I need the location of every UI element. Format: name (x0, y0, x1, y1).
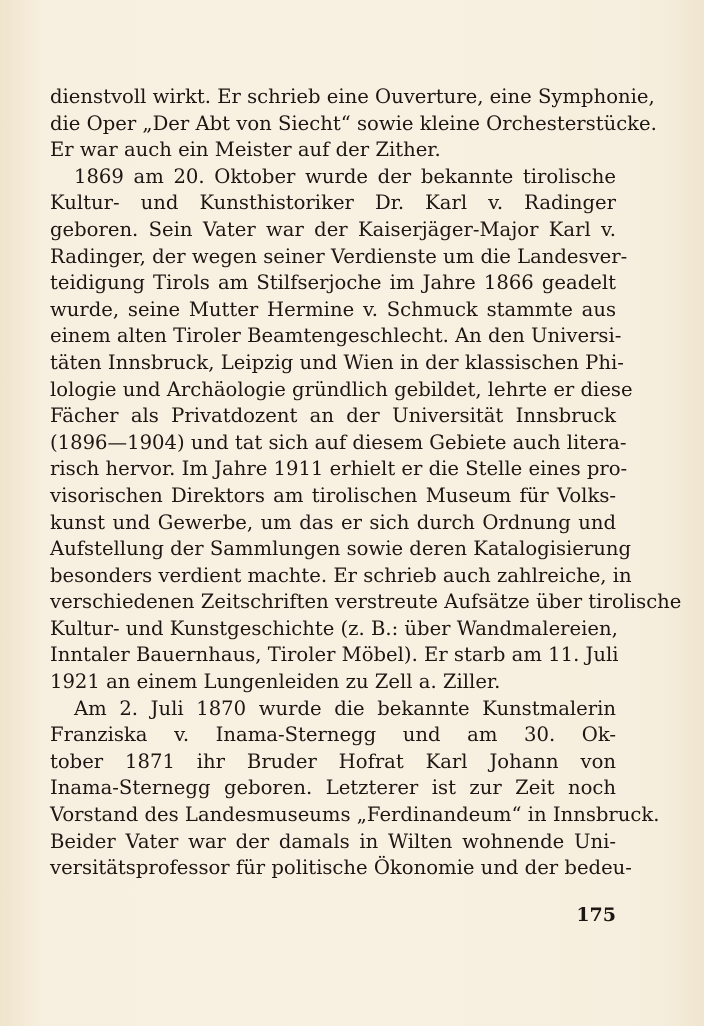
page-number: 175 (576, 904, 616, 926)
text-line: tober 1871 ihr Bruder Hofrat Karl Johann von (50, 749, 616, 773)
text-line: risch hervor. Im Jahre 1911 erhielt er die Stelle eines pro- (50, 457, 628, 481)
body-text (50, 84, 682, 882)
text-line: (1896—1904) und tat sich auf diesem Gebiete auch litera- (50, 430, 627, 454)
text-line: verschiedenen Zeitschriften verstreute Aufsätze über tirolische (50, 590, 682, 614)
text-line: Inntaler Bauernhaus, Tiroler Möbel). Er starb am 11. Juli (50, 643, 619, 667)
text-line: wurde, seine Mutter Hermine v. Schmuck stammte aus (50, 297, 616, 321)
text-line: besonders verdient machte. Er schrieb auch zahlreiche, in (50, 563, 632, 587)
text-line: visorischen Direktors am tirolischen Museum für Volks- (50, 483, 616, 507)
text-line: täten Innsbruck, Leipzig und Wien in der klassischen Phi- (50, 350, 624, 374)
text-line: Aufstellung der Sammlungen sowie deren Katalogisierung (50, 537, 632, 561)
text-line: Franziska v. Inama-Sternegg und am 30. Ok- (50, 723, 616, 747)
text-line: 1869 am 20. Oktober wurde der bekannte tirolische (74, 164, 616, 188)
text-line: lologie und Archäologie gründlich gebildet, lehrte er diese (50, 377, 633, 401)
text-line: Kultur- und Kunstgeschichte (z. B.: über Wandmalereien, (50, 616, 618, 640)
text-line: dienstvoll wirkt. Er schrieb eine Ouverture, eine Symphonie, (50, 85, 655, 108)
text-line: versitätsprofessor für politische Ökonomie und der bedeu- (50, 856, 632, 880)
text-line: Kultur- und Kunsthistoriker Dr. Karl v. Radinger (50, 191, 616, 215)
text-line: Am 2. Juli 1870 wurde die bekannte Kunstmalerin (74, 696, 616, 720)
text-line: Beider Vater war der damals in Wilten wohnende Uni- (50, 829, 616, 853)
text-line: Inama-Sternegg geboren. Letzterer ist zur Zeit noch (50, 776, 616, 800)
text-line: kunst und Gewerbe, um das er sich durch Ordnung und (50, 510, 616, 534)
text-line: teidigung Tirols am Stilfserjoche im Jahre 1866 geadelt (50, 271, 616, 295)
text-line: Radinger, der wegen seiner Verdienste um die Landesver- (50, 244, 628, 268)
text-line: Fächer als Privatdozent an der Universität Innsbruck (50, 404, 616, 428)
text-line: Vorstand des Landesmuseums „Ferdinandeum“ in Innsbruck. (50, 803, 660, 827)
text-line: die Oper „Der Abt von Siecht“ sowie kleine Orchesterstücke. (50, 111, 657, 135)
text-line: Er war auch ein Meister auf der Zither. (50, 138, 441, 162)
text-line: einem alten Tiroler Beamtengeschlecht. An den Universi- (50, 324, 622, 348)
text-line: geboren. Sein Vater war der Kaiserjäger-Major Karl v. (50, 217, 616, 241)
text-line: 1921 an einem Lungenleiden zu Zell a. Ziller. (50, 670, 501, 694)
